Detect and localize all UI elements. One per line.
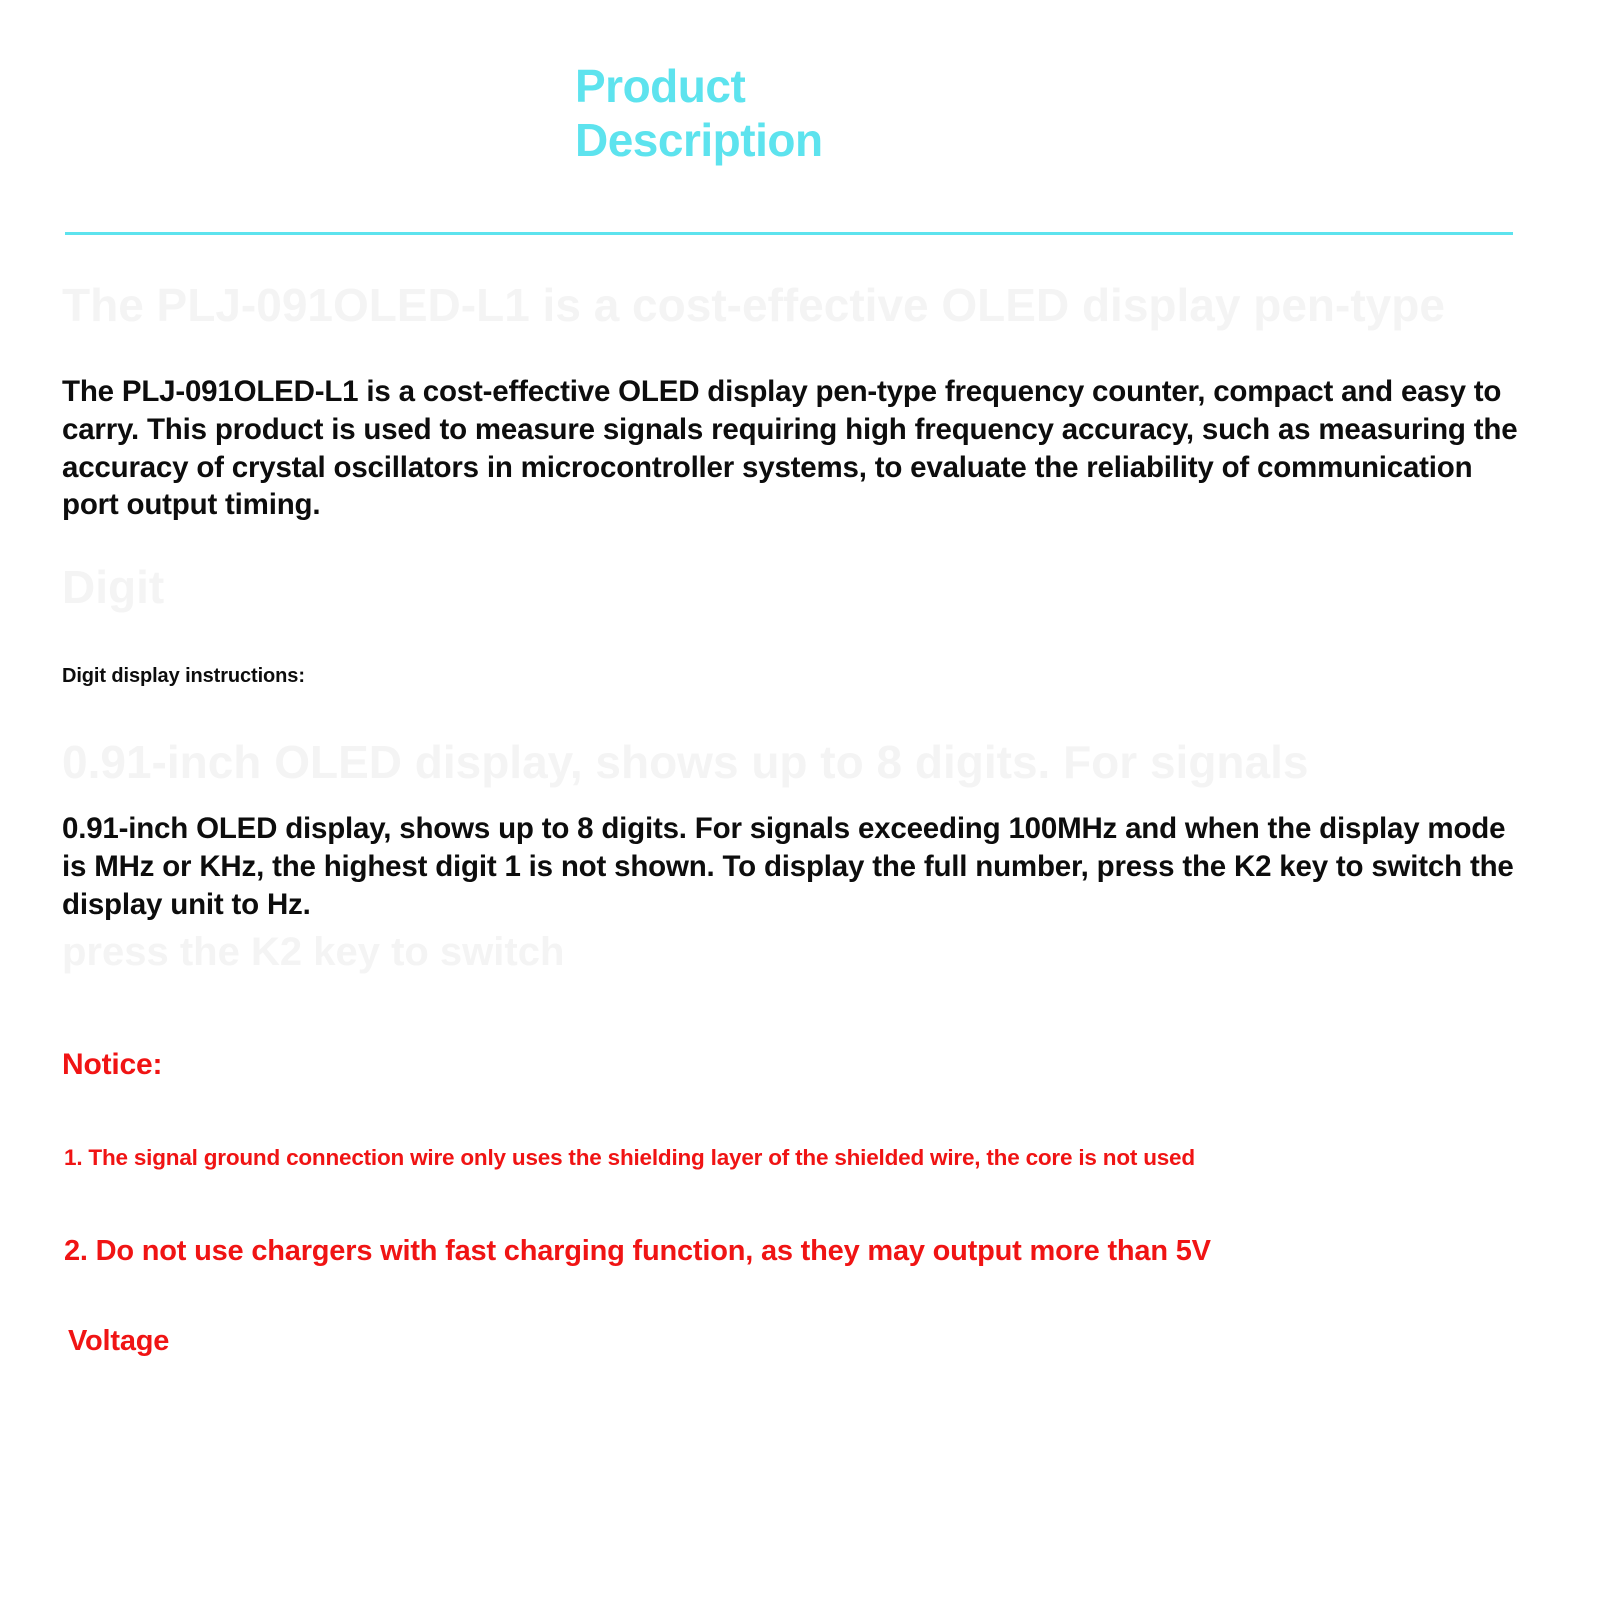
watermark-row-1: The PLJ-091OLED-L1 is a cost-effective OLED display pen-type xyxy=(62,279,1445,331)
digit-display-paragraph: 0.91-inch OLED display, shows up to 8 digits. For signals exceeding 100MHz and when the display mode is MHz or KHz, the highest digit 1 is not shown. To display the full number, press the K2 key to switch the display unit to Hz. xyxy=(62,812,1514,921)
notice-heading: Notice: xyxy=(62,1048,163,1081)
intro-paragraph: The PLJ-091OLED-L1 is a cost-effective OLED display pen-type frequency counter, compact and easy to carry. This product is used to measure signals requiring high frequency accuracy, such as measuring the accuracy of crystal oscillators in microcontroller systems, to evaluate the reliability of communication port output timing. xyxy=(62,375,1518,522)
page-title xyxy=(575,60,1275,168)
notice-item-3: Voltage xyxy=(68,1325,170,1357)
page-title-line-2: Description xyxy=(575,113,823,166)
watermark-row-2: Digit xyxy=(62,561,165,613)
notice-item-1: 1. The signal ground connection wire only uses the shielding layer of the shielded wire, the core is not used xyxy=(64,1145,1195,1170)
watermark-row-3: 0.91-inch OLED display, shows up to 8 digits. For signals xyxy=(62,736,1309,788)
watermark-row-4: press the K2 key to switch xyxy=(62,930,565,974)
header-divider xyxy=(65,232,1513,235)
page-title-line-1: Product xyxy=(575,60,746,112)
notice-item-2: 2. Do not use chargers with fast charging function, as they may output more than 5V xyxy=(64,1235,1211,1267)
digit-display-subheading: Digit display instructions: xyxy=(62,665,305,687)
